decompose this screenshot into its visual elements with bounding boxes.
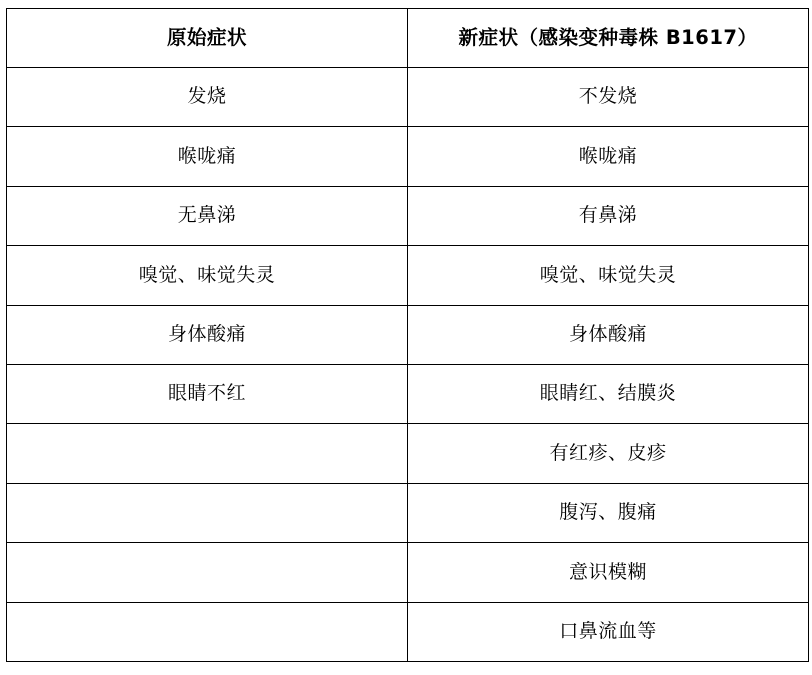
cell-new-symptom: 眼睛红、结膜炎 (408, 364, 809, 423)
column-header-original-symptoms: 原始症状 (7, 9, 408, 68)
table-row (7, 543, 809, 602)
cell-new-symptom: 有鼻涕 (408, 186, 809, 245)
table-row (7, 246, 809, 305)
cell-new-symptom: 嗅觉、味觉失灵 (408, 246, 809, 305)
cell-original-symptom: 眼睛不红 (7, 364, 408, 423)
cell-original-symptom: 无鼻涕 (7, 186, 408, 245)
table-row (7, 68, 809, 127)
cell-new-symptom: 喉咙痛 (408, 127, 809, 186)
cell-new-symptom: 不发烧 (408, 68, 809, 127)
cell-original-symptom-empty (7, 543, 408, 602)
table-body (7, 68, 809, 662)
cell-new-symptom: 腹泻、腹痛 (408, 483, 809, 542)
cell-original-symptom-empty (7, 424, 408, 483)
cell-original-symptom-empty (7, 483, 408, 542)
column-header-new-symptoms: 新症状（感染变种毒株 B1617） (408, 9, 809, 68)
table-row (7, 186, 809, 245)
cell-original-symptom: 喉咙痛 (7, 127, 408, 186)
table-header-row (7, 9, 809, 68)
cell-original-symptom: 发烧 (7, 68, 408, 127)
cell-original-symptom: 身体酸痛 (7, 305, 408, 364)
table-row (7, 483, 809, 542)
table-row (7, 305, 809, 364)
cell-new-symptom: 口鼻流血等 (408, 602, 809, 661)
table-row (7, 127, 809, 186)
cell-original-symptom: 嗅觉、味觉失灵 (7, 246, 408, 305)
table-row (7, 602, 809, 661)
cell-original-symptom-empty (7, 602, 408, 661)
symptom-comparison-table (6, 8, 809, 662)
cell-new-symptom: 身体酸痛 (408, 305, 809, 364)
cell-new-symptom: 意识模糊 (408, 543, 809, 602)
table-row (7, 424, 809, 483)
table-row (7, 364, 809, 423)
table-header (7, 9, 809, 68)
cell-new-symptom: 有红疹、皮疹 (408, 424, 809, 483)
